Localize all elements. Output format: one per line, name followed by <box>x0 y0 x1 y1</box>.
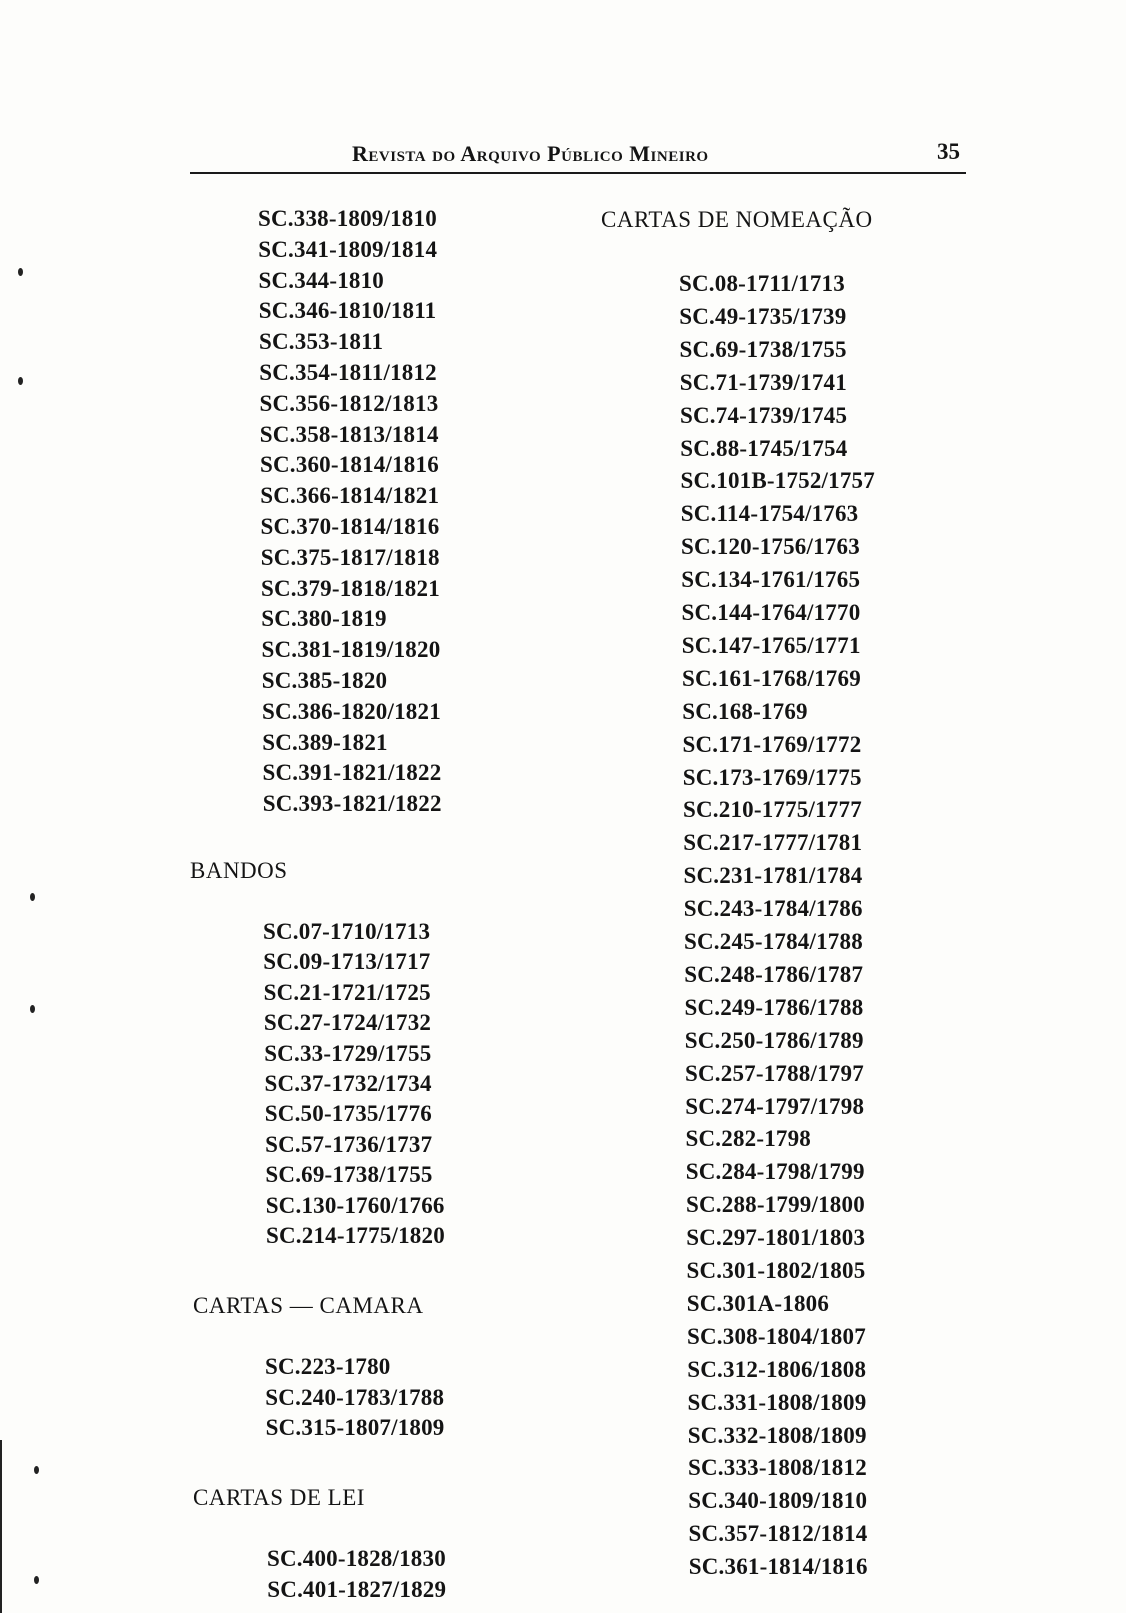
journal-title: Revista do Arquivo Público Mineiro <box>352 141 709 166</box>
catalog-entry: SC.386-1820/1821 <box>262 698 441 724</box>
catalog-entry: SC.217-1777/1781 <box>683 830 863 856</box>
catalog-entry: SC.144-1764/1770 <box>681 600 861 625</box>
catalog-entry: SC.332-1808/1809 <box>687 1422 867 1448</box>
catalog-entry: SC.69-1738/1755 <box>265 1162 433 1188</box>
catalog-entry: SC.101B-1752/1757 <box>680 468 875 494</box>
catalog-entry: SC.356-1812/1813 <box>259 390 439 416</box>
catalog-entry: SC.312-1806/1808 <box>687 1356 867 1382</box>
catalog-entry: SC.173-1769/1775 <box>682 764 862 790</box>
catalog-entry: SC.338-1809/1810 <box>258 206 437 231</box>
catalog-entry: SC.130-1760/1766 <box>265 1192 445 1218</box>
catalog-entry: SC.301-1802/1805 <box>686 1258 866 1283</box>
catalog-entry: SC.21-1721/1725 <box>263 979 431 1005</box>
catalog-entry: SC.134-1761/1765 <box>681 567 861 593</box>
catalog-entry: SC.71-1739/1741 <box>679 369 847 395</box>
catalog-entry: SC.243-1784/1786 <box>683 896 863 922</box>
catalog-entry: SC.401-1827/1829 <box>267 1576 447 1602</box>
catalog-entry: SC.333-1808/1812 <box>688 1455 867 1481</box>
catalog-entry: SC.257-1788/1797 <box>685 1060 864 1086</box>
catalog-entry: SC.33-1729/1755 <box>264 1040 432 1066</box>
catalog-entry: SC.274-1797/1798 <box>685 1093 865 1119</box>
catalog-entry: SC.297-1801/1803 <box>686 1225 866 1251</box>
catalog-entry: SC.147-1765/1771 <box>681 632 861 658</box>
section-heading: CARTAS DE NOMEAÇÃO <box>601 207 873 232</box>
catalog-entry: SC.358-1813/1814 <box>259 421 439 447</box>
section-heading: CARTAS DE LEI <box>193 1485 365 1510</box>
catalog-entry: SC.27-1724/1732 <box>263 1010 432 1036</box>
catalog-entry: SC.248-1786/1787 <box>684 961 864 987</box>
catalog-entry: SC.284-1798/1799 <box>685 1159 865 1185</box>
catalog-entry: SC.249-1786/1788 <box>684 994 864 1020</box>
catalog-entry: SC.168-1769 <box>682 698 808 724</box>
catalog-entry: SC.393-1821/1822 <box>262 791 442 817</box>
catalog-entry: SC.379-1818/1821 <box>261 575 440 601</box>
catalog-entry: SC.381-1819/1820 <box>261 637 441 663</box>
margin-speck <box>18 268 23 276</box>
margin-speck <box>34 1466 39 1474</box>
catalog-entry: SC.282-1798 <box>685 1126 812 1152</box>
catalog-entry: SC.74-1739/1745 <box>680 402 848 428</box>
catalog-entry: SC.57-1736/1737 <box>265 1131 433 1157</box>
margin-speck <box>34 1576 39 1584</box>
catalog-entry: SC.08-1711/1713 <box>679 271 845 296</box>
catalog-entry: SC.361-1814/1816 <box>688 1554 868 1580</box>
catalog-entry: SC.240-1783/1788 <box>265 1384 445 1410</box>
catalog-entry: SC.308-1804/1807 <box>687 1323 866 1349</box>
catalog-entry: SC.223-1780 <box>265 1354 391 1379</box>
catalog-entry: SC.09-1713/1717 <box>263 949 431 975</box>
catalog-entry: SC.49-1735/1739 <box>679 303 847 329</box>
catalog-entry: SC.354-1811/1812 <box>259 360 437 385</box>
catalog-entry: SC.250-1786/1789 <box>684 1027 864 1053</box>
catalog-entry: SC.366-1814/1821 <box>260 483 440 509</box>
catalog-entry: SC.231-1781/1784 <box>683 863 863 889</box>
catalog-entry: SC.210-1775/1777 <box>683 797 862 823</box>
catalog-entry: SC.375-1817/1818 <box>260 544 440 570</box>
catalog-entry: SC.88-1745/1754 <box>680 435 848 461</box>
catalog-entry: SC.353-1811 <box>259 329 384 355</box>
section-heading: CARTAS — CAMARA <box>193 1293 424 1318</box>
margin-speck <box>18 377 23 385</box>
catalog-entry: SC.385-1820 <box>261 668 388 693</box>
catalog-entry: SC.301A-1806 <box>686 1290 830 1316</box>
catalog-entry: SC.114-1754/1763 <box>680 501 859 527</box>
catalog-entry: SC.370-1814/1816 <box>260 514 440 539</box>
catalog-entry: SC.214-1775/1820 <box>266 1223 445 1248</box>
catalog-entry: SC.07-1710/1713 <box>263 919 431 944</box>
catalog-entry: SC.331-1808/1809 <box>687 1389 867 1415</box>
catalog-entry: SC.288-1799/1800 <box>686 1192 865 1218</box>
catalog-entry: SC.171-1769/1772 <box>682 731 862 757</box>
catalog-entry: SC.360-1814/1816 <box>260 452 439 478</box>
catalog-entry: SC.389-1821 <box>262 729 388 755</box>
catalog-entry: SC.245-1784/1788 <box>684 929 863 954</box>
catalog-entry: SC.161-1768/1769 <box>682 665 861 691</box>
catalog-entry: SC.344-1810 <box>258 267 385 293</box>
catalog-entry: SC.37-1732/1734 <box>264 1071 432 1096</box>
catalog-entry: SC.69-1738/1755 <box>679 336 847 362</box>
catalog-entry: SC.346-1810/1811 <box>258 298 437 324</box>
catalog-entry: SC.315-1807/1809 <box>265 1415 445 1440</box>
catalog-entry: SC.340-1809/1810 <box>688 1488 868 1514</box>
margin-speck <box>30 1005 35 1013</box>
scan-edge <box>0 1440 2 1613</box>
catalog-entry: SC.391-1821/1822 <box>262 760 442 786</box>
catalog-entry: SC.380-1819 <box>261 606 387 632</box>
page-number: 35 <box>937 139 960 164</box>
catalog-entry: SC.50-1735/1776 <box>264 1101 432 1127</box>
section-heading: BANDOS <box>190 858 288 883</box>
catalog-entry: SC.341-1809/1814 <box>258 236 438 262</box>
catalog-entry: SC.400-1828/1830 <box>267 1546 446 1571</box>
catalog-entry: SC.357-1812/1814 <box>688 1521 868 1547</box>
catalog-entry: SC.120-1756/1763 <box>681 534 860 560</box>
margin-speck <box>30 893 35 901</box>
